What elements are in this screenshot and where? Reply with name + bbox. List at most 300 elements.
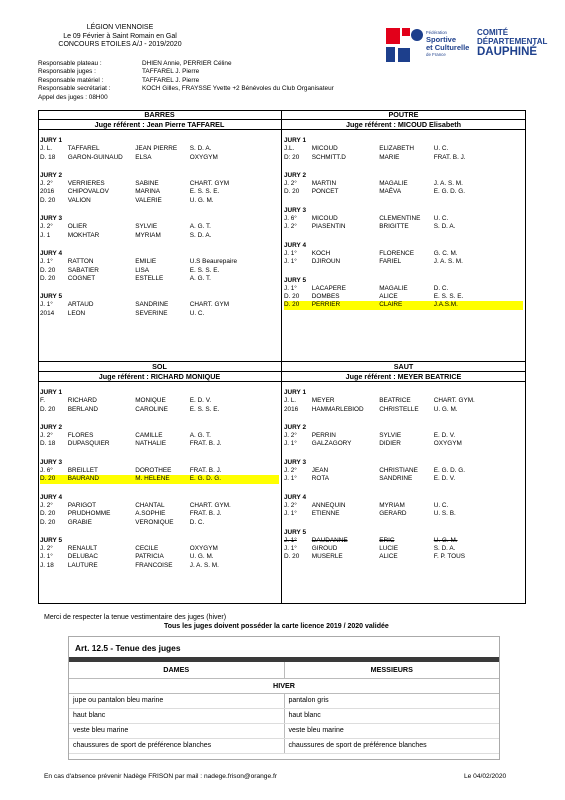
judge-firstname: MAËVA [379, 188, 402, 196]
jury-block [284, 137, 523, 162]
judge-lastname: MICOUD [311, 145, 338, 153]
judge-row [284, 510, 523, 518]
jury-name: JURY 3 [284, 206, 307, 214]
judge-lastname: MARTIN [311, 180, 337, 188]
judge-row [40, 545, 279, 553]
judge-club: S. D. A. [433, 223, 456, 231]
judge-row [40, 519, 279, 527]
article-title: Art. 12.5 - Tenue des juges [75, 643, 181, 653]
judge-firstname: VALERIE [135, 196, 162, 204]
responsable-row [38, 60, 334, 68]
judge-firstname: SABINE [135, 180, 159, 188]
judge-club: E. D. V. [433, 475, 456, 483]
judge-club: J. A. S. M. [433, 180, 463, 188]
judge-grade: J. 6° [40, 467, 53, 475]
judge-row [40, 223, 279, 231]
article-column-headers [69, 662, 499, 679]
judge-club: U. S. B. [433, 510, 456, 518]
jury-name: JURY 5 [40, 536, 63, 544]
responsable-value: TAFFAREL J. Pierre [142, 76, 200, 84]
judge-firstname: SANDRINE [135, 301, 169, 309]
judge-lastname: PERRIER [311, 301, 341, 309]
judge-row [40, 301, 279, 309]
judge-lastname: HAMMARLEBIOD [311, 405, 364, 413]
judge-club: E. D. V. [433, 432, 456, 440]
jury-block [40, 293, 279, 318]
judge-grade: J. 1 [40, 231, 51, 239]
jury-block [284, 277, 523, 310]
judge-row [284, 397, 523, 405]
judge-row [40, 553, 279, 561]
judge-lastname: ETIENNE [311, 510, 340, 518]
dress-code-row [69, 724, 499, 739]
document-date: Le 04/02/2020 [464, 773, 507, 780]
judge-grade: J. 1° [284, 510, 297, 518]
judge-row [284, 467, 523, 475]
judge-firstname: SYLVIE [135, 223, 158, 231]
judge-grade: J. 1° [284, 258, 297, 266]
barres-title: BARRES [38, 110, 281, 120]
judge-club: CHART. GYM [189, 301, 230, 309]
dress-code-row [69, 709, 499, 724]
poutre-section [282, 110, 525, 310]
judge-firstname: MYRIAM [135, 231, 161, 239]
judge-grade: J. 2° [284, 223, 297, 231]
dress-code-messieurs: veste bleu marine [284, 724, 500, 738]
judge-firstname: DIDIER [379, 440, 401, 448]
logo-sub-2: Sportive [426, 35, 457, 44]
judge-club: E. S. S. E. [189, 188, 220, 196]
judge-club: U. C. [433, 145, 449, 153]
header-line-3: CONCOURS ETOILES A/J - 2019/2020 [58, 41, 182, 49]
judge-lastname: MEYER [311, 397, 335, 405]
jury-name: JURY 2 [40, 171, 63, 179]
jury-name: JURY 5 [284, 528, 307, 536]
barres-referent: Juge référent : Jean Pierre TAFFAREL [38, 120, 281, 130]
judge-club: J. A. S. M. [433, 258, 463, 266]
judge-firstname: JEAN PIERRE [135, 145, 178, 153]
judge-club: U. C. [433, 501, 449, 509]
judge-grade: J. 1° [40, 258, 53, 266]
header-line-2: Le 09 Février à Saint Romain en Gal [63, 32, 177, 40]
judge-firstname: CHRISTIANE [379, 467, 418, 475]
judge-lastname: DELUBAC [67, 553, 98, 561]
judge-club: E. G. D. G. [433, 188, 465, 196]
judge-club: S. D. A. [189, 231, 212, 239]
dress-code-note: Merci de respecter la tenue vestimentaire des juges (hiver) [44, 614, 227, 621]
judge-grade: D. 20 [284, 293, 300, 301]
judge-club: OXYGYM [189, 545, 218, 553]
judge-row [284, 553, 523, 561]
jury-block [40, 137, 279, 162]
judge-lastname: SCHMITT.D [311, 153, 346, 161]
responsable-value: DHIEN Annie, PERRIER Céline [142, 60, 232, 67]
judge-grade: D. 18 [40, 440, 56, 448]
judge-club: S. D. A. [433, 545, 456, 553]
judge-club: F. P. TOUS [433, 553, 466, 561]
judge-club: CHART. GYM. [189, 501, 231, 509]
judge-lastname: DAUDANNE [311, 536, 348, 544]
judge-firstname: ALICE [379, 553, 398, 561]
judge-row [40, 562, 279, 570]
judge-row [40, 397, 279, 405]
licence-note: Tous les juges doivent posséder la carte licence 2019 / 2020 validée [164, 623, 389, 630]
judge-row [40, 267, 279, 275]
judge-firstname: MAGALIE [379, 284, 408, 292]
judge-grade: J. 6° [284, 215, 297, 223]
logo-sub-3: et Culturelle [426, 43, 470, 52]
judge-lastname: RENAULT [67, 545, 98, 553]
judge-club: U. C. [189, 309, 205, 317]
jury-name: JURY 4 [40, 493, 63, 501]
responsable-row [38, 68, 334, 76]
judge-firstname: SYLVIE [379, 432, 402, 440]
judge-grade: J. 2° [284, 467, 297, 475]
judge-grade: 2016 [284, 405, 299, 413]
judge-firstname: MARINA [135, 188, 161, 196]
judge-firstname: SANDRINE [379, 475, 413, 483]
responsable-row [38, 94, 334, 102]
judge-row [284, 154, 523, 162]
judge-club: E. G. D. G. [189, 475, 221, 483]
judge-grade: D. 20 [284, 301, 300, 309]
judge-grade: J. 1° [40, 301, 53, 309]
judge-row [284, 293, 523, 301]
judge-firstname: ESTELLE [135, 274, 164, 282]
judge-lastname: LEON [67, 309, 86, 317]
logo-sub-1: Fédération [426, 30, 447, 35]
judge-row [40, 258, 279, 266]
dress-code-dames: chaussures de sport de préférence blanches [73, 742, 212, 749]
judge-row [40, 275, 279, 283]
judge-row [40, 406, 279, 414]
judge-firstname: CLAIRE [379, 301, 403, 309]
judge-club: D. C. [189, 518, 205, 526]
judge-firstname: CAMILLE [135, 432, 163, 440]
dress-code-row [69, 739, 499, 754]
judge-lastname: SABATIER [67, 266, 99, 274]
responsable-label: Responsable plateau : [38, 60, 102, 67]
judge-club: E. G. D. G. [433, 467, 465, 475]
judge-firstname: LISA [135, 266, 150, 274]
judge-row [40, 510, 279, 518]
judge-grade: J. 2° [284, 180, 297, 188]
judge-grade: 2014 [40, 309, 55, 317]
column-dames: DAMES [69, 662, 284, 678]
judge-lastname: BAURAND [67, 475, 100, 483]
judge-lastname: ROTA [311, 475, 330, 483]
judge-grade: J. 2° [40, 432, 53, 440]
jury-block [284, 172, 523, 197]
jury-name: JURY 1 [284, 389, 307, 396]
judge-firstname: A.SOPHIE [135, 510, 166, 518]
jury-name: JURY 1 [40, 389, 63, 396]
jury-name: JURY 5 [284, 276, 307, 284]
judge-lastname: DJIROUN [311, 258, 341, 266]
column-messieurs: MESSIEURS [284, 662, 500, 678]
judge-grade: J. 1° [284, 440, 297, 448]
judge-grade: D. 20 [40, 196, 56, 204]
judge-firstname: M. HELENE [135, 475, 170, 483]
judge-lastname: COGNET [67, 274, 96, 282]
judge-lastname: KOCH [311, 249, 331, 257]
judge-row [284, 545, 523, 553]
judge-grade: J. 1° [284, 284, 297, 292]
judge-lastname: MUSERLE [311, 553, 343, 561]
judge-row [284, 188, 523, 196]
jury-name: JURY 2 [284, 423, 307, 431]
judge-row [284, 475, 523, 483]
judge-lastname: OLIER [67, 223, 87, 231]
jury-block [284, 494, 523, 519]
judge-club: U. C. [433, 215, 449, 223]
sol-referent: Juge référent : RICHARD MONIQUE [38, 372, 281, 382]
judge-club: CHART. GYM [189, 180, 230, 188]
judge-grade: D. 20 [40, 405, 56, 413]
jury-block [284, 207, 523, 232]
judge-row [284, 215, 523, 223]
judge-grade: J. 2° [40, 223, 53, 231]
judge-club: S. D. A. [189, 145, 212, 153]
dress-code-dames: jupe ou pantalon bleu marine [73, 697, 164, 704]
judge-row [284, 145, 523, 153]
logo-text-2: DÉPARTEMENTAL [477, 37, 548, 46]
judge-row [284, 440, 523, 448]
judge-grade: D. 18 [40, 153, 56, 161]
judge-row [284, 301, 523, 309]
dress-code-messieurs: pantalon gris [284, 694, 500, 708]
judge-row [40, 432, 279, 440]
judge-grade: J. 1° [284, 536, 297, 544]
judge-lastname: PONCET [311, 188, 339, 196]
judge-firstname: CAROLINE [135, 405, 168, 413]
judge-club: G. C. M. [433, 249, 458, 257]
judge-grade: J. L. [284, 397, 297, 405]
judge-club: J. A. S. M. [189, 561, 219, 569]
judge-grade: D. 20 [284, 553, 300, 561]
judge-lastname: PRUDHOMME [67, 510, 111, 518]
judge-firstname: DOROTHEE [135, 467, 172, 475]
judge-firstname: MONIQUE [135, 397, 166, 405]
jury-name: JURY 3 [40, 215, 63, 223]
sol-section [38, 362, 281, 570]
barres-section [38, 110, 281, 318]
judge-firstname: CHRISTELLE [379, 405, 419, 413]
dress-code-messieurs: haut blanc [284, 709, 500, 723]
judge-grade: J. 1° [284, 249, 297, 257]
judge-lastname: GARON-GUINAUD [67, 153, 123, 161]
judge-lastname: ARTAUD [67, 301, 94, 309]
judge-row [40, 310, 279, 318]
judge-lastname: DUPASQUIER [67, 440, 110, 448]
judge-club: U. G. M. [189, 553, 214, 561]
judge-grade: J. 1° [284, 475, 297, 483]
judge-club: E. S. S. E. [189, 266, 220, 274]
judge-lastname: DOMBES [311, 293, 340, 301]
responsable-value: TAFFAREL J. Pierre [142, 68, 200, 76]
logo-text-1: COMITÉ [477, 28, 509, 37]
judge-firstname: FARIEL [379, 258, 402, 266]
judge-lastname: BERLAND [67, 405, 98, 413]
judge-club: U. G. M. [433, 536, 458, 544]
judge-row [284, 180, 523, 188]
judge-grade: J. 1° [40, 553, 53, 561]
judge-firstname: CHANTAL [135, 501, 165, 509]
judge-lastname: GIROUD [311, 545, 338, 553]
judge-row [40, 180, 279, 188]
judge-row [284, 285, 523, 293]
judge-club: E. S. S. E. [189, 405, 220, 413]
judge-club: A. G. T. [189, 432, 211, 440]
judge-club: OXYGYM [189, 153, 218, 161]
judge-grade: D. 20 [284, 188, 300, 196]
judge-firstname: FRANCOISE [135, 561, 173, 569]
judge-grade: F. [40, 397, 45, 405]
judge-firstname: ELSA [135, 153, 152, 161]
dress-code-row [69, 694, 499, 709]
judge-firstname: BRIGITTE [379, 223, 409, 231]
judge-firstname: BEATRICE [379, 397, 411, 405]
jury-name: JURY 3 [40, 458, 63, 466]
responsable-label: Responsable matériel : [38, 76, 104, 84]
judge-club: FRAT. B. J. [433, 153, 466, 161]
jury-block [40, 494, 279, 527]
judge-row [284, 406, 523, 414]
judge-grade: D: 20 [284, 153, 300, 161]
judge-club: FRAT. B. J. [189, 467, 222, 475]
judge-firstname: LUCIE [379, 545, 399, 553]
judge-grade: J. L. [40, 145, 53, 153]
judge-lastname: MOKHTAR [67, 231, 100, 239]
jury-name: JURY 4 [284, 493, 307, 501]
judge-club: U.S Beaurepaire [189, 258, 237, 266]
judge-firstname: MAGALIE [379, 180, 408, 188]
judge-row [284, 258, 523, 266]
absence-contact: En cas d'absence prévenir Nadège FRISON par mail : nadege.frison@orange.fr [44, 773, 277, 780]
logo-sub-4: de France [426, 52, 446, 57]
season-label: HIVER [69, 679, 499, 694]
responsable-label: Responsable juges : [38, 68, 96, 76]
jury-name: JURY 4 [284, 241, 307, 249]
responsable-label: Appel des juges : 08H00 [38, 93, 108, 101]
judge-lastname: VALION [67, 196, 91, 204]
poutre-title: POUTRE [282, 110, 525, 120]
jury-block [40, 537, 279, 570]
judge-firstname: CECILE [135, 545, 159, 553]
judge-firstname: ELIZABETH [379, 145, 415, 153]
jury-block [40, 424, 279, 449]
judge-lastname: BREILLET [67, 467, 98, 475]
judge-grade: J. 2° [284, 501, 297, 509]
jury-name: JURY 1 [40, 137, 63, 144]
judge-grade: J. 1° [284, 545, 297, 553]
header-line-1: LÉGION VIENNOISE [86, 24, 154, 31]
judge-lastname: RICHARD [67, 397, 97, 405]
judge-row [284, 432, 523, 440]
judge-row [40, 154, 279, 162]
judge-lastname: FLORES [67, 432, 94, 440]
jury-block [40, 459, 279, 484]
judge-lastname: GRABIE [67, 518, 92, 526]
judge-firstname: VERONIQUE [135, 518, 174, 526]
judge-row [40, 145, 279, 153]
responsable-row [38, 77, 334, 85]
judge-firstname: PATRICIA [135, 553, 164, 561]
jury-name: JURY 5 [40, 293, 63, 301]
judge-club: CHART. GYM. [433, 397, 475, 405]
judge-club: FRAT. B. J. [189, 440, 222, 448]
jury-block [40, 250, 279, 283]
responsable-label: Responsable secrétariat : [38, 85, 111, 93]
jury-name: JURY 2 [284, 171, 307, 179]
jury-block [40, 172, 279, 205]
dress-code-dames: haut blanc [73, 712, 106, 719]
judge-lastname: ANNEQUIN [311, 501, 346, 509]
jury-block [284, 459, 523, 484]
jury-block [284, 242, 523, 267]
dress-code-messieurs: chaussures de sport de préférence blanches [284, 739, 500, 753]
judge-firstname: SEVERINE [135, 309, 168, 317]
judge-grade: D. 20 [40, 266, 56, 274]
judge-lastname: CHIPOVALOV [67, 188, 109, 196]
document-header [20, 24, 220, 50]
judge-row [284, 502, 523, 510]
judge-grade: D. 20 [40, 274, 56, 282]
responsable-value: KOCH Gilles, FRAYSSE Yvette +2 Bénévoles du Club Organisateur [142, 85, 334, 93]
judge-row [284, 250, 523, 258]
jury-name: JURY 3 [284, 458, 307, 466]
jury-block [40, 389, 279, 414]
judge-lastname: MICOUD [311, 215, 338, 223]
judge-grade: J. 18 [40, 561, 54, 569]
judge-grade: 2016 [40, 188, 55, 196]
judge-lastname: GALZAGORY [311, 440, 352, 448]
responsables-list [38, 60, 334, 102]
judge-club: A. G. T. [189, 223, 211, 231]
judge-firstname: MYRIAM [379, 501, 405, 509]
judge-club: A. G. T. [189, 274, 211, 282]
judge-grade: D. 20 [40, 518, 56, 526]
judge-firstname: ERIC [379, 536, 395, 544]
judge-lastname: VERRIERES [67, 180, 105, 188]
saut-title: SAUT [282, 362, 525, 372]
judge-grade: J. 2° [40, 180, 53, 188]
judge-club: D. C. [433, 284, 449, 292]
judge-firstname: NATHALIE [135, 440, 166, 448]
jury-name: JURY 1 [284, 137, 307, 144]
saut-referent: Juge référent : MEYER BEATRICE [282, 372, 525, 382]
sol-title: SOL [38, 362, 281, 372]
judge-firstname: CLEMENTINE [379, 215, 421, 223]
judge-grade: J. 2° [40, 545, 53, 553]
judge-row [40, 475, 279, 483]
jury-name: JURY 4 [40, 249, 63, 257]
poutre-referent: Juge référent : MICOUD Elisabeth [282, 120, 525, 130]
judge-row [40, 440, 279, 448]
judge-firstname: EMILIE [135, 258, 157, 266]
committee-logo [384, 24, 554, 74]
dress-code-dames: veste bleu marine [73, 727, 129, 734]
judge-row [284, 223, 523, 231]
judge-club: E. D. V. [189, 397, 212, 405]
judge-row [40, 197, 279, 205]
judge-lastname: PARIGOT [67, 501, 97, 509]
judge-club: FRAT. B. J. [189, 510, 222, 518]
judge-lastname: RATTON [67, 258, 94, 266]
jury-block [284, 389, 523, 414]
judge-lastname: PERRIN [311, 432, 336, 440]
judge-grade: J.L. [284, 145, 295, 153]
